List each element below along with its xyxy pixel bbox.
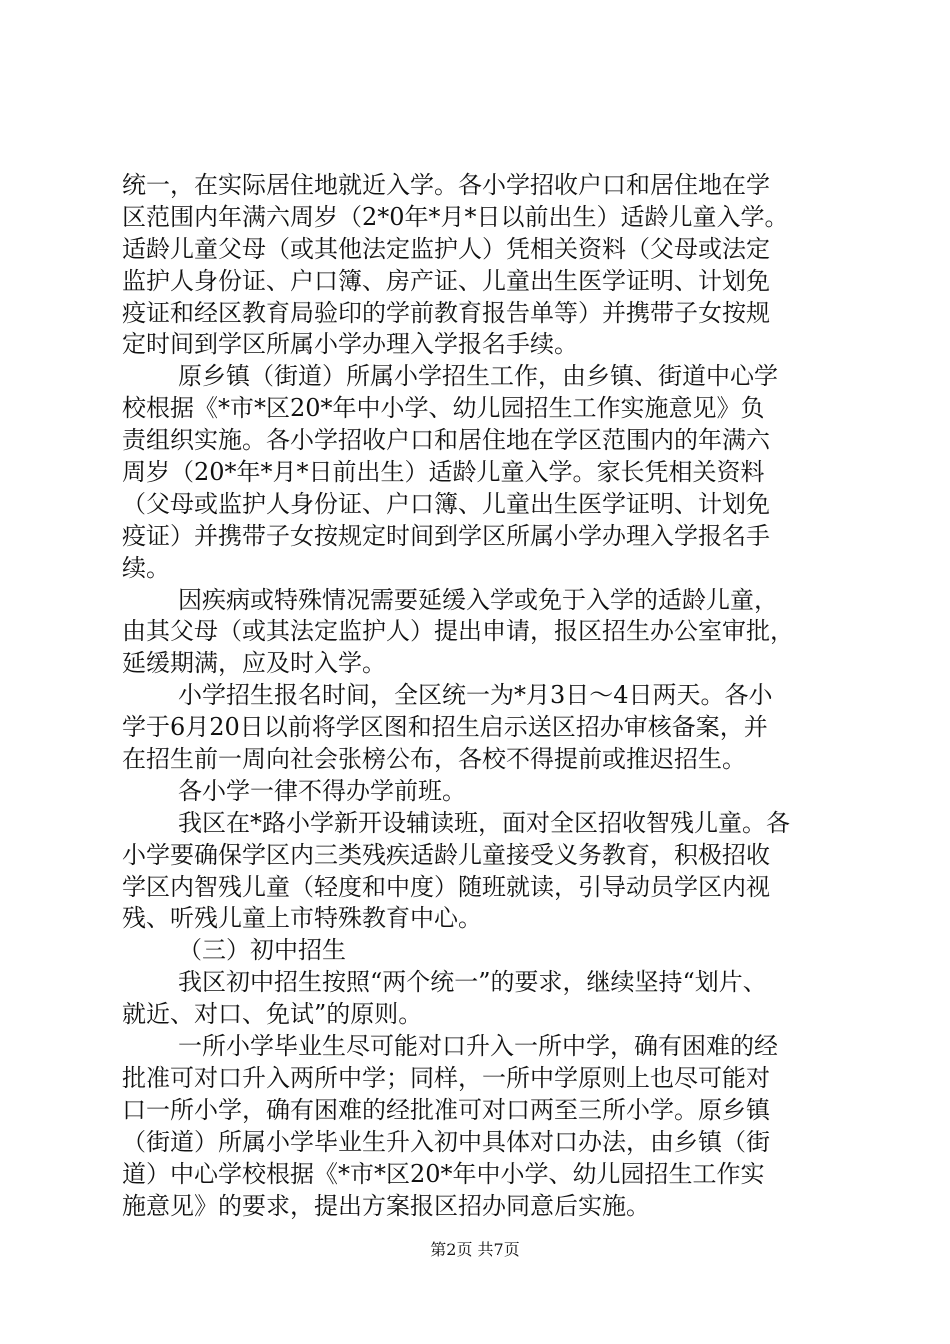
body-line: 施意见》的要求，提出方案报区招办同意后实施。 (122, 1191, 650, 1220)
body-line: 定时间到学区所属小学办理入学报名手续。 (122, 330, 578, 359)
document-body (122, 170, 837, 1222)
body-line: 残、听残儿童上市特殊教育中心。 (122, 904, 482, 933)
paragraph-first-line: 一所小学毕业生尽可能对口升入一所中学，确有困难的经 (178, 1032, 778, 1061)
body-line: 适龄儿童父母（或其他法定监护人）凭相关资料（父母或法定 (122, 234, 770, 263)
body-line: 统一，在实际居住地就近入学。各小学招收户口和居住地在学 (122, 171, 770, 199)
body-line: 就近、对口、免试”的原则。 (122, 1000, 423, 1029)
paragraph-first-line: 我区初中招生按照“两个统一”的要求，继续坚持“划片、 (178, 968, 767, 997)
body-line: 由其父母（或其法定监护人）提出申请，报区招生办公室审批， (122, 617, 794, 646)
body-line: 道）中心学校根据《*市*区20*年中小学、幼儿园招生工作实 (122, 1159, 765, 1188)
section-heading: （三）初中招生 (178, 936, 346, 965)
body-line: 周岁（20*年*月*日前出生）适龄儿童入学。家长凭相关资料 (122, 458, 765, 487)
body-line: 责组织实施。各小学招收户口和居住地在学区范围内的年满六 (122, 426, 770, 455)
body-line: 学区内智残儿童（轻度和中度）随班就读，引导动员学区内视 (122, 872, 770, 901)
body-line: 口一所小学，确有困难的经批准可对口两至三所小学。原乡镇 (122, 1095, 770, 1124)
body-line: 续。 (122, 553, 170, 582)
body-line: 区范围内年满六周岁（2*0年*月*日以前出生）适龄儿童入学。 (122, 202, 789, 231)
body-line: 批准可对口升入两所中学；同样，一所中学原则上也尽可能对 (122, 1063, 770, 1092)
body-line: 在招生前一周向社会张榜公布，各校不得提前或推迟招生。 (122, 745, 746, 774)
body-line: （父母或监护人身份证、户口簿、儿童出生医学证明、计划免 (122, 489, 770, 518)
body-line: 学于6月20日以前将学区图和招生启示送区招办审核备案，并 (122, 713, 768, 742)
page-number-footer: 第2页 共7页 (430, 1240, 520, 1259)
body-line: 监护人身份证、户口簿、房产证、儿童出生医学证明、计划免 (122, 266, 770, 295)
body-line: 疫证和经区教育局验印的学前教育报告单等）并携带子女按规 (122, 298, 770, 327)
body-line: 小学要确保学区内三类残疾适龄儿童接受义务教育，积极招收 (122, 840, 770, 869)
body-line: 校根据《*市*区20*年中小学、幼儿园招生工作实施意见》负 (122, 394, 765, 423)
body-line: 疫证）并携带子女按规定时间到学区所属小学办理入学报名手 (122, 521, 770, 550)
body-line: 延缓期满，应及时入学。 (122, 649, 386, 678)
paragraph-first-line: 原乡镇（街道）所属小学招生工作，由乡镇、街道中心学 (178, 362, 778, 391)
paragraph-first-line: 我区在*路小学新开设辅读班，面对全区招收智残儿童。各 (178, 808, 790, 837)
paragraph-first-line: 小学招生报名时间，全区统一为*月3日～4日两天。各小 (178, 681, 773, 710)
body-line: （街道）所属小学毕业生升入初中具体对口办法，由乡镇（街 (122, 1127, 770, 1156)
paragraph-first-line: 因疾病或特殊情况需要延缓入学或免于入学的适龄儿童， (178, 585, 778, 614)
paragraph-first-line: 各小学一律不得办学前班。 (178, 776, 466, 805)
